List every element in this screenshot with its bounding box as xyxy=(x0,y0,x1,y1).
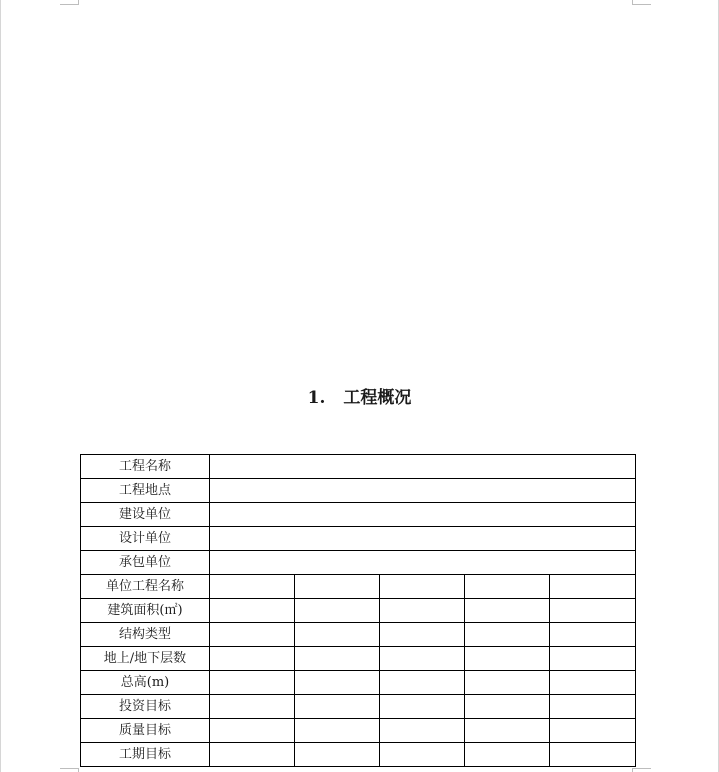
value-cell[interactable] xyxy=(465,575,550,599)
row-label: 设计单位 xyxy=(81,527,210,551)
value-cell[interactable] xyxy=(210,719,295,743)
table-row xyxy=(81,599,636,623)
row-label: 单位工程名称 xyxy=(81,575,210,599)
value-cell[interactable] xyxy=(210,551,636,575)
table-row xyxy=(81,743,636,767)
margin-corner-bottom-left xyxy=(60,768,79,772)
value-cell[interactable] xyxy=(210,623,295,647)
value-cell[interactable] xyxy=(550,695,636,719)
value-cell[interactable] xyxy=(210,479,636,503)
value-cell[interactable] xyxy=(210,455,636,479)
margin-corner-bottom-right xyxy=(632,768,651,772)
table-row xyxy=(81,671,636,695)
value-cell[interactable] xyxy=(380,575,465,599)
value-cell[interactable] xyxy=(550,743,636,767)
value-cell[interactable] xyxy=(210,503,636,527)
value-cell[interactable] xyxy=(550,719,636,743)
table-row xyxy=(81,575,636,599)
row-label: 结构类型 xyxy=(81,623,210,647)
value-cell[interactable] xyxy=(550,647,636,671)
value-cell[interactable] xyxy=(210,575,295,599)
table-row xyxy=(81,623,636,647)
value-cell[interactable] xyxy=(465,719,550,743)
value-cell[interactable] xyxy=(295,671,380,695)
row-label: 工期目标 xyxy=(81,743,210,767)
value-cell[interactable] xyxy=(380,671,465,695)
table-row xyxy=(81,527,636,551)
table-row xyxy=(81,551,636,575)
section-title: 工程概况 xyxy=(343,388,412,408)
row-label: 质量目标 xyxy=(81,719,210,743)
value-cell[interactable] xyxy=(210,671,295,695)
row-label: 承包单位 xyxy=(81,551,210,575)
table-row xyxy=(81,719,636,743)
value-cell[interactable] xyxy=(295,695,380,719)
value-cell[interactable] xyxy=(380,743,465,767)
row-label: 总高(m) xyxy=(81,671,210,695)
value-cell[interactable] xyxy=(380,647,465,671)
table-row xyxy=(81,479,636,503)
value-cell[interactable] xyxy=(465,695,550,719)
value-cell[interactable] xyxy=(380,719,465,743)
value-cell[interactable] xyxy=(295,647,380,671)
value-cell[interactable] xyxy=(380,623,465,647)
row-label: 建设单位 xyxy=(81,503,210,527)
value-cell[interactable] xyxy=(380,599,465,623)
value-cell[interactable] xyxy=(295,623,380,647)
value-cell[interactable] xyxy=(295,599,380,623)
margin-corner-top-right xyxy=(632,0,651,5)
margin-corner-top-left xyxy=(60,0,79,5)
value-cell[interactable] xyxy=(295,719,380,743)
value-cell[interactable] xyxy=(550,599,636,623)
value-cell[interactable] xyxy=(380,695,465,719)
value-cell[interactable] xyxy=(465,599,550,623)
table-row xyxy=(81,647,636,671)
value-cell[interactable] xyxy=(465,623,550,647)
row-label: 工程名称 xyxy=(81,455,210,479)
value-cell[interactable] xyxy=(210,647,295,671)
value-cell[interactable] xyxy=(210,743,295,767)
row-label: 建筑面积(㎡) xyxy=(81,599,210,623)
value-cell[interactable] xyxy=(295,575,380,599)
section-heading xyxy=(0,385,719,411)
value-cell[interactable] xyxy=(465,671,550,695)
value-cell[interactable] xyxy=(550,671,636,695)
row-label: 投资目标 xyxy=(81,695,210,719)
value-cell[interactable] xyxy=(210,527,636,551)
value-cell[interactable] xyxy=(550,575,636,599)
row-label: 工程地点 xyxy=(81,479,210,503)
table-row xyxy=(81,503,636,527)
value-cell[interactable] xyxy=(465,743,550,767)
value-cell[interactable] xyxy=(295,743,380,767)
value-cell[interactable] xyxy=(550,623,636,647)
table-row xyxy=(81,695,636,719)
table-row xyxy=(81,455,636,479)
row-label: 地上/地下层数 xyxy=(81,647,210,671)
value-cell[interactable] xyxy=(210,695,295,719)
project-overview-table xyxy=(80,454,636,767)
section-number: 1. xyxy=(307,388,326,408)
value-cell[interactable] xyxy=(210,599,295,623)
value-cell[interactable] xyxy=(465,647,550,671)
